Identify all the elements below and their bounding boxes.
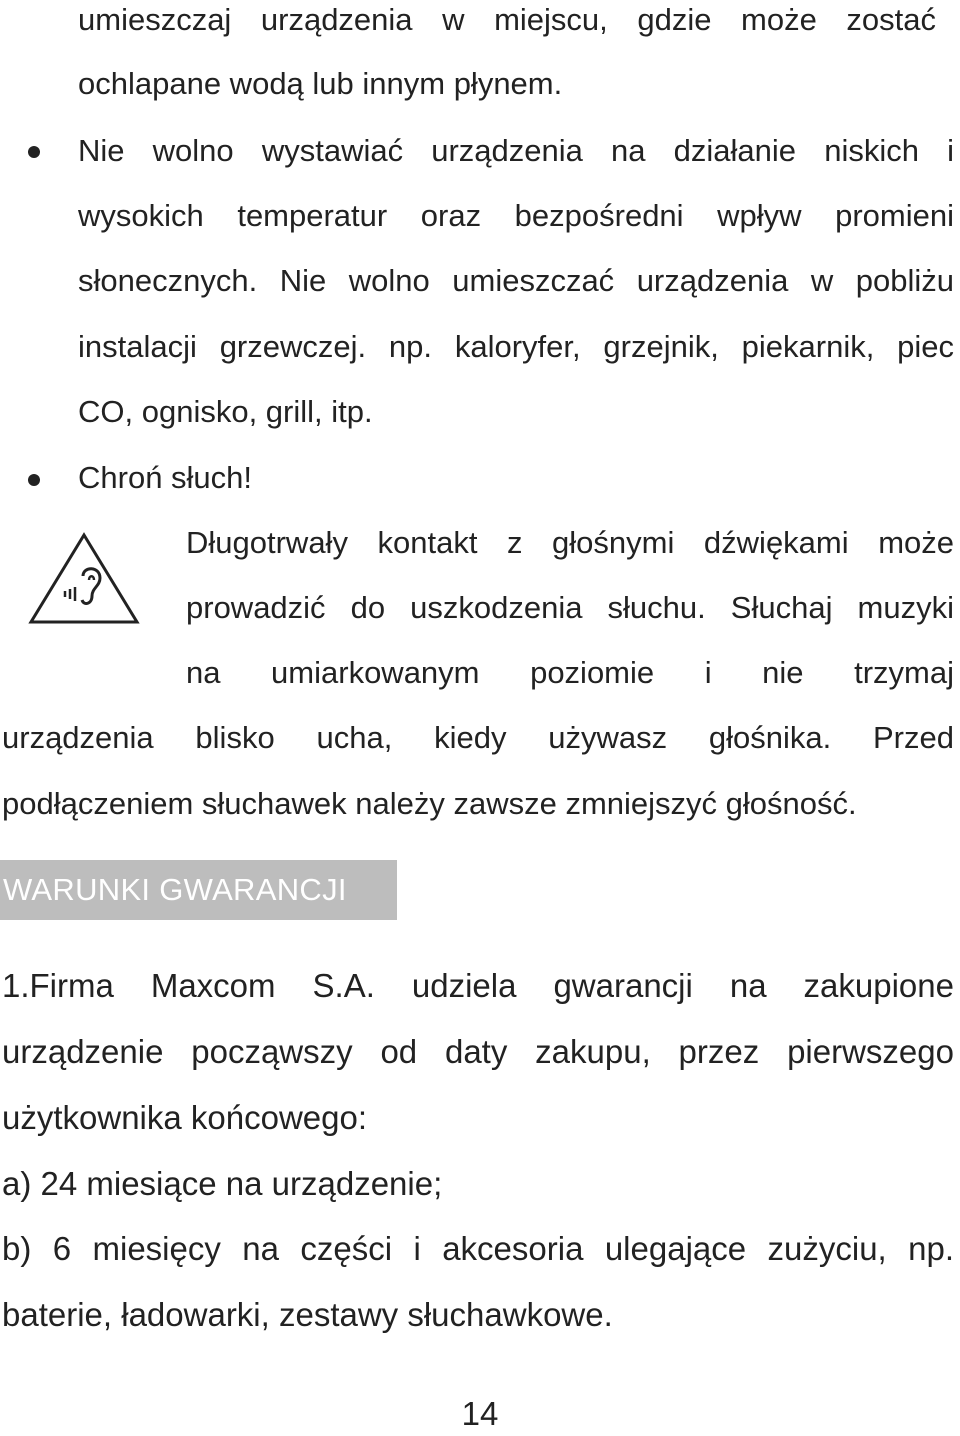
warning-line: prowadzić do uszkodzenia słuchu. Słuchaj muzyki bbox=[186, 590, 954, 625]
warning-line: Długotrwały kontakt z głośnymi dźwiękami może bbox=[186, 525, 954, 560]
paragraph-line: umieszczaj urządzenia w miejscu, gdzie może zostać bbox=[78, 2, 936, 37]
warranty-line: a) 24 miesiące na urządzenie; bbox=[2, 1165, 443, 1202]
bullet-line: CO, ognisko, grill, itp. bbox=[78, 394, 373, 429]
bullet-line: wysokich temperatur oraz bezpośredni wpływ promieni bbox=[78, 198, 954, 233]
page-number: 14 bbox=[461, 1395, 499, 1432]
warning-line: urządzenia blisko ucha, kiedy używasz głośnika. Przed bbox=[2, 720, 954, 755]
warranty-line: b) 6 miesięcy na części i akcesoria ulegające zużyciu, np. bbox=[2, 1230, 954, 1267]
warning-line: podłączeniem słuchawek należy zawsze zmniejszyć głośność. bbox=[2, 786, 857, 821]
paragraph-line: ochlapane wodą lub innym płynem. bbox=[78, 66, 563, 101]
bullet-dot bbox=[28, 146, 40, 158]
warranty-line: urządzenie począwszy od daty zakupu, przez pierwszego bbox=[2, 1033, 954, 1070]
hearing-protection-warning-icon bbox=[28, 532, 140, 626]
warranty-line: baterie, ładowarki, zestawy słuchawkowe. bbox=[2, 1296, 613, 1333]
warranty-line: użytkownika końcowego: bbox=[2, 1099, 368, 1136]
warranty-line: 1.Firma Maxcom S.A. udziela gwarancji na zakupione bbox=[2, 967, 954, 1004]
bullet-line: Nie wolno wystawiać urządzenia na działanie niskich i bbox=[78, 133, 954, 168]
bullet-line: instalacji grzewczej. np. kaloryfer, grzejnik, piekarnik, piec bbox=[78, 329, 954, 364]
section-heading: WARUNKI GWARANCJI bbox=[0, 860, 397, 920]
bullet-line: słonecznych. Nie wolno umieszczać urządzenia w pobliżu bbox=[78, 263, 954, 298]
warning-line: na umiarkowanym poziomie i nie trzymaj bbox=[186, 655, 954, 690]
bullet-dot bbox=[28, 474, 40, 486]
bullet-line: Chroń słuch! bbox=[78, 460, 253, 495]
